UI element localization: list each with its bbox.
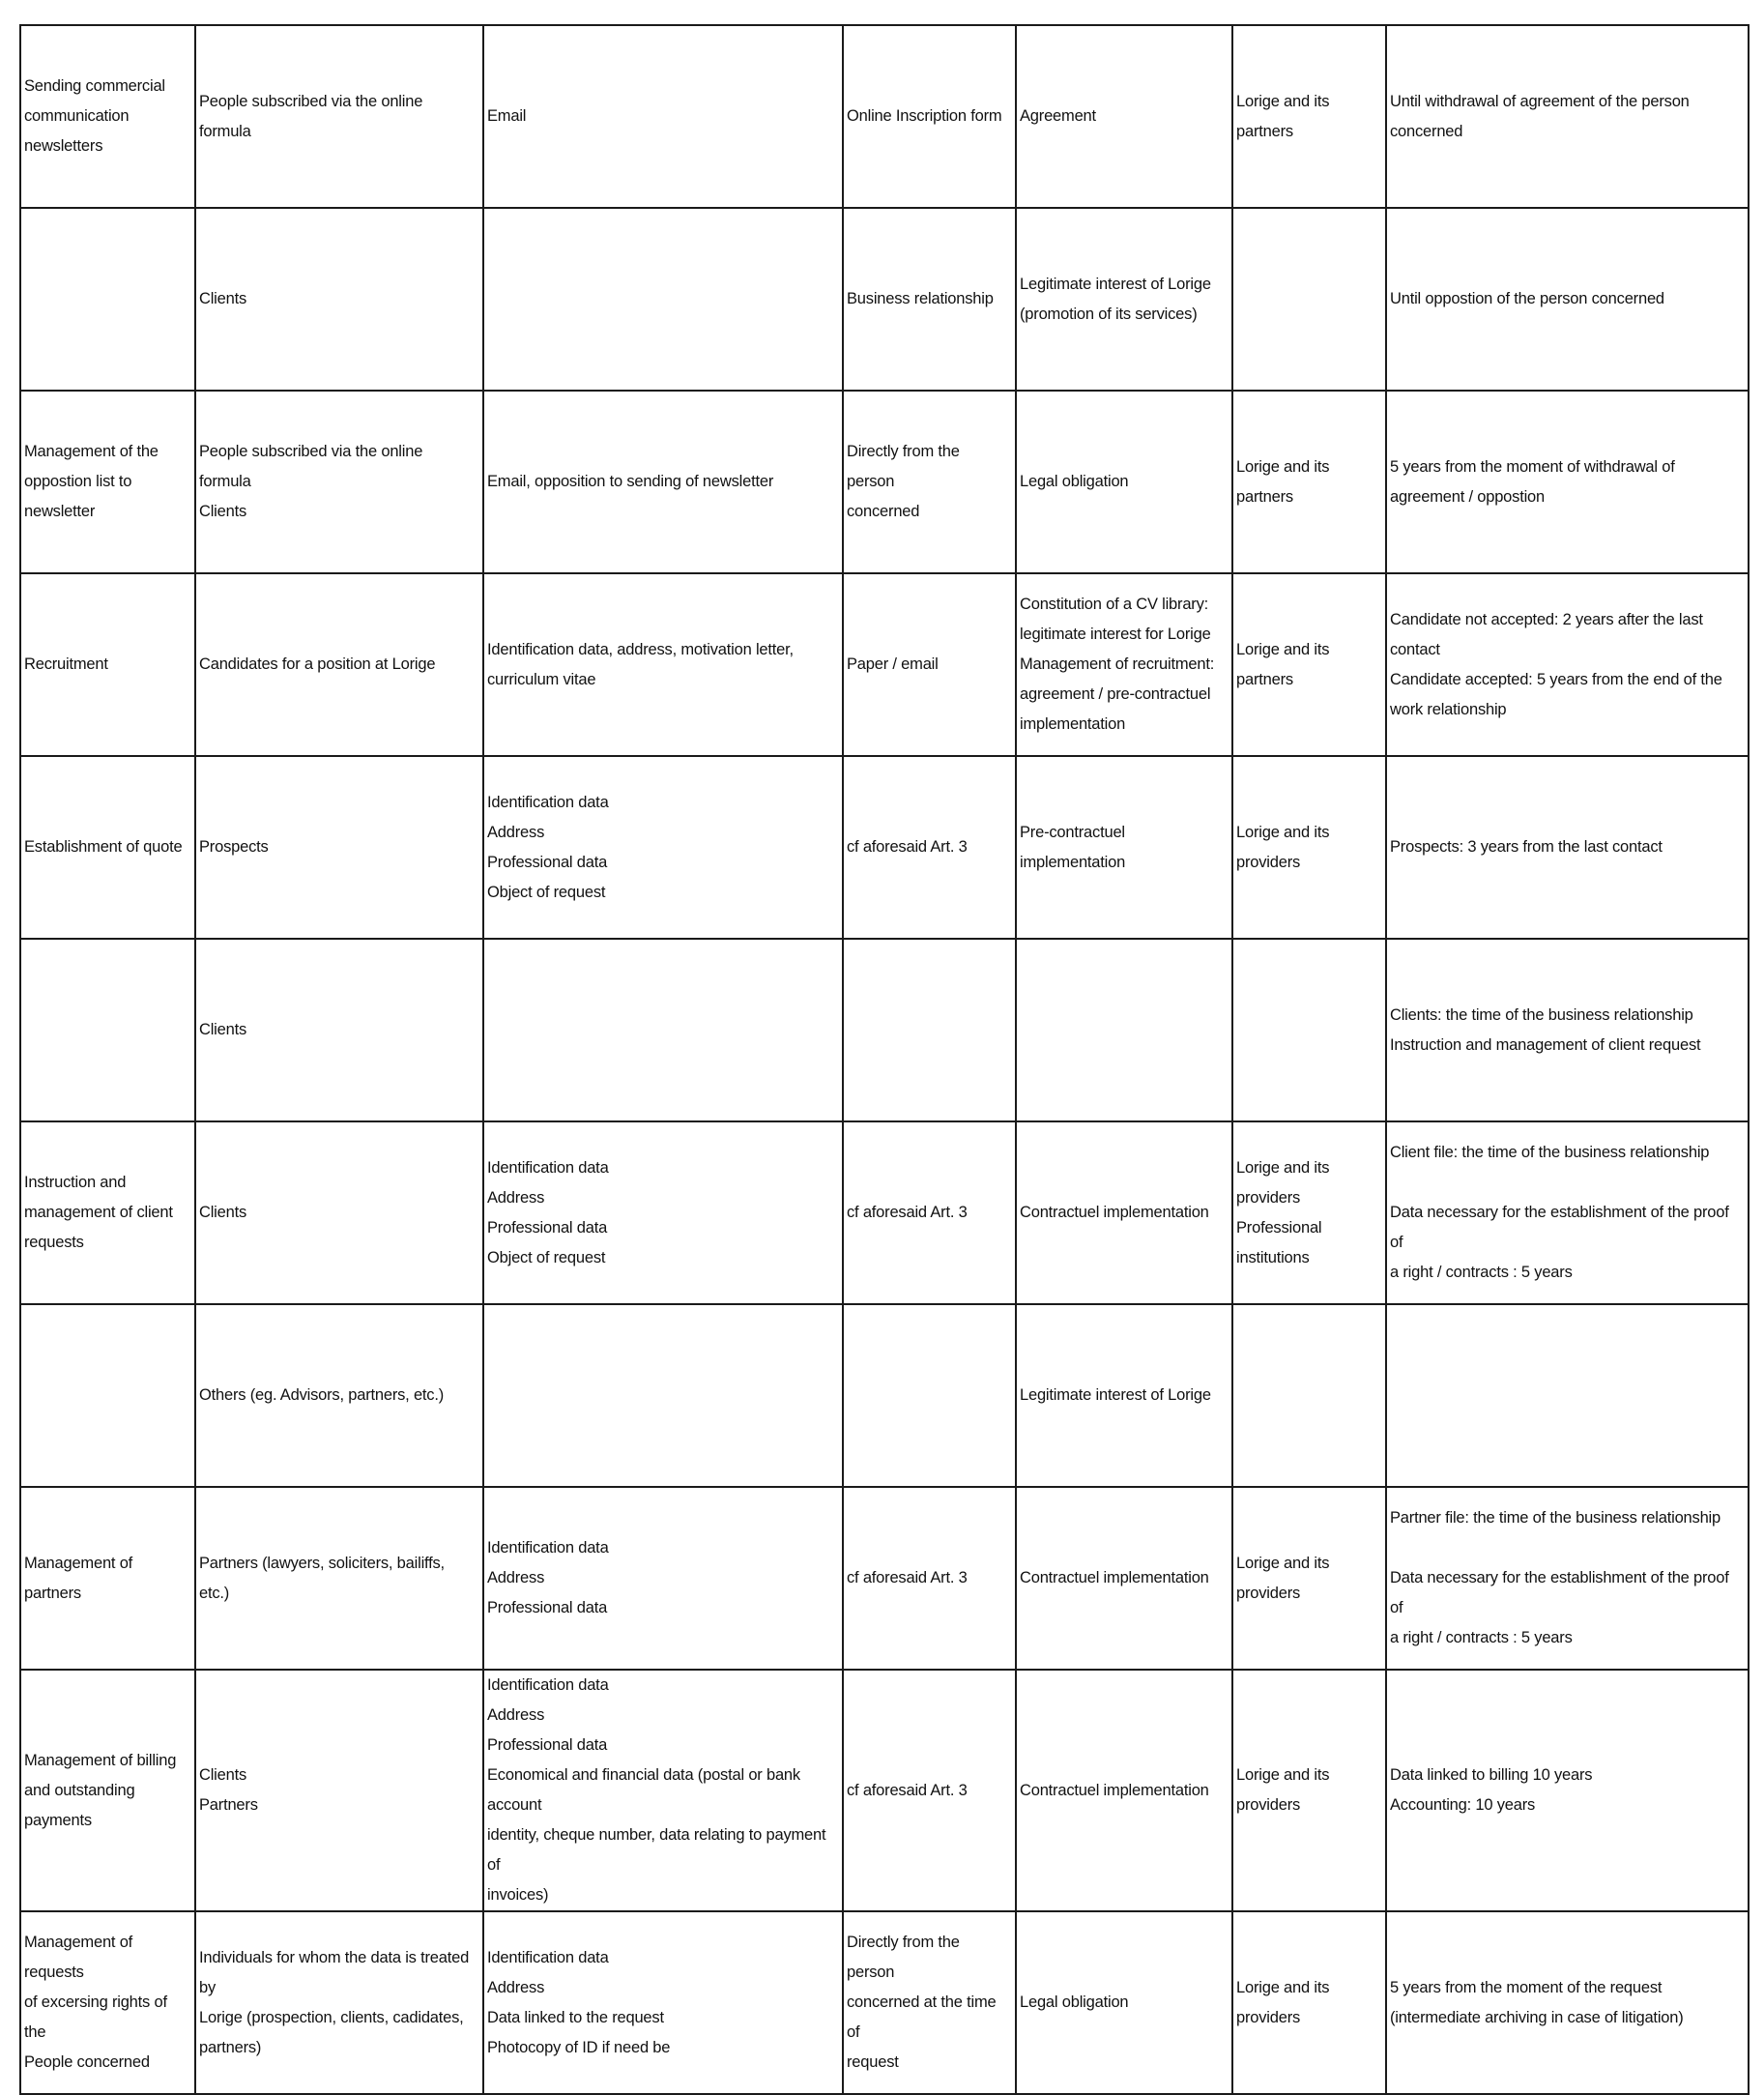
cell-purpose: Instruction and management of client requests	[20, 1121, 195, 1304]
cell-data-source: Paper / email	[843, 573, 1016, 756]
cell-retention-period: 5 years from the moment of withdrawal of agreement / oppostion	[1386, 391, 1749, 573]
cell-legal-basis: Legitimate interest of Lorige (promotion of its services)	[1016, 208, 1232, 391]
cell-people-concerned: Candidates for a position at Lorige	[195, 573, 483, 756]
cell-purpose: Management of requests of excersing rights of the People concerned	[20, 1911, 195, 2094]
cell-recipients: Lorige and its partners	[1232, 391, 1386, 573]
cell-retention-period: Client file: the time of the business relationship Data necessary for the establishment of the proof of a right / contracts : 5 years	[1386, 1121, 1749, 1304]
cell-people-concerned: Clients	[195, 208, 483, 391]
table-body	[20, 25, 1749, 2094]
cell-people-concerned: People subscribed via the online formula Clients	[195, 391, 483, 573]
table-row	[20, 1304, 1749, 1487]
cell-retention-period: Prospects: 3 years from the last contact	[1386, 756, 1749, 939]
table-row	[20, 1121, 1749, 1304]
cell-data-source: cf aforesaid Art. 3	[843, 1121, 1016, 1304]
cell-data-categories: Email, opposition to sending of newsletter	[483, 391, 843, 573]
cell-purpose: Establishment of quote	[20, 756, 195, 939]
cell-data-source	[843, 939, 1016, 1121]
cell-legal-basis: Contractuel implementation	[1016, 1670, 1232, 1911]
cell-legal-basis: Legal obligation	[1016, 1911, 1232, 2094]
cell-data-categories: Identification data Address Professional data Object of request	[483, 756, 843, 939]
data-processing-table	[19, 24, 1750, 2095]
cell-legal-basis: Constitution of a CV library: legitimate interest for Lorige Management of recruitment: agreement / pre-contractuel implementation	[1016, 573, 1232, 756]
cell-retention-period: Clients: the time of the business relationship Instruction and management of client request	[1386, 939, 1749, 1121]
cell-legal-basis: Legal obligation	[1016, 391, 1232, 573]
cell-recipients: Lorige and its providers	[1232, 1670, 1386, 1911]
table-row	[20, 25, 1749, 208]
cell-data-categories	[483, 1304, 843, 1487]
cell-people-concerned: Clients Partners	[195, 1670, 483, 1911]
cell-recipients: Lorige and its partners	[1232, 25, 1386, 208]
cell-retention-period: Data linked to billing 10 years Accounting: 10 years	[1386, 1670, 1749, 1911]
cell-purpose	[20, 208, 195, 391]
cell-retention-period: Until withdrawal of agreement of the person concerned	[1386, 25, 1749, 208]
cell-data-source: cf aforesaid Art. 3	[843, 1487, 1016, 1670]
cell-data-categories: Identification data Address Professional data Economical and financial data (postal or bank account identity, cheque number, data relating to payment of invoices)	[483, 1670, 843, 1911]
cell-retention-period	[1386, 1304, 1749, 1487]
cell-legal-basis: Contractuel implementation	[1016, 1487, 1232, 1670]
cell-data-categories: Identification data, address, motivation letter, curriculum vitae	[483, 573, 843, 756]
cell-recipients: Lorige and its providers	[1232, 1487, 1386, 1670]
cell-retention-period: Until oppostion of the person concerned	[1386, 208, 1749, 391]
cell-recipients	[1232, 208, 1386, 391]
table-row	[20, 208, 1749, 391]
cell-legal-basis: Contractuel implementation	[1016, 1121, 1232, 1304]
cell-legal-basis	[1016, 939, 1232, 1121]
cell-purpose: Recruitment	[20, 573, 195, 756]
cell-legal-basis: Pre-contractuel implementation	[1016, 756, 1232, 939]
cell-data-source: Online Inscription form	[843, 25, 1016, 208]
cell-data-source: cf aforesaid Art. 3	[843, 756, 1016, 939]
cell-recipients	[1232, 1304, 1386, 1487]
cell-people-concerned: Partners (lawyers, soliciters, bailiffs, etc.)	[195, 1487, 483, 1670]
table-row	[20, 1487, 1749, 1670]
table-row	[20, 756, 1749, 939]
cell-recipients	[1232, 939, 1386, 1121]
cell-data-source: Business relationship	[843, 208, 1016, 391]
cell-purpose: Sending commercial communication newsletters	[20, 25, 195, 208]
cell-data-categories: Identification data Address Data linked to the request Photocopy of ID if need be	[483, 1911, 843, 2094]
cell-recipients: Lorige and its partners	[1232, 573, 1386, 756]
cell-data-source	[843, 1304, 1016, 1487]
cell-data-categories: Identification data Address Professional data	[483, 1487, 843, 1670]
table-row	[20, 939, 1749, 1121]
cell-purpose: Management of billing and outstanding payments	[20, 1670, 195, 1911]
cell-legal-basis: Legitimate interest of Lorige	[1016, 1304, 1232, 1487]
table-row	[20, 573, 1749, 756]
cell-legal-basis: Agreement	[1016, 25, 1232, 208]
cell-people-concerned: Clients	[195, 1121, 483, 1304]
table-row	[20, 1911, 1749, 2094]
cell-data-categories: Email	[483, 25, 843, 208]
cell-purpose: Management of the oppostion list to newsletter	[20, 391, 195, 573]
cell-recipients: Lorige and its providers	[1232, 1911, 1386, 2094]
cell-people-concerned: Clients	[195, 939, 483, 1121]
table-row	[20, 391, 1749, 573]
table-row	[20, 1670, 1749, 1911]
cell-purpose	[20, 1304, 195, 1487]
cell-purpose: Management of partners	[20, 1487, 195, 1670]
cell-purpose	[20, 939, 195, 1121]
document-page	[19, 24, 1750, 2095]
cell-retention-period: Candidate not accepted: 2 years after the last contact Candidate accepted: 5 years from the end of the work relationship	[1386, 573, 1749, 756]
cell-people-concerned: Prospects	[195, 756, 483, 939]
cell-people-concerned: Individuals for whom the data is treated by Lorige (prospection, clients, cadidates, partners)	[195, 1911, 483, 2094]
cell-data-categories	[483, 208, 843, 391]
cell-people-concerned: Others (eg. Advisors, partners, etc.)	[195, 1304, 483, 1487]
cell-data-categories	[483, 939, 843, 1121]
cell-retention-period: Partner file: the time of the business relationship Data necessary for the establishment of the proof of a right / contracts : 5 years	[1386, 1487, 1749, 1670]
cell-data-source: Directly from the person concerned at the time of request	[843, 1911, 1016, 2094]
cell-recipients: Lorige and its providers	[1232, 756, 1386, 939]
cell-people-concerned: People subscribed via the online formula	[195, 25, 483, 208]
cell-data-categories: Identification data Address Professional data Object of request	[483, 1121, 843, 1304]
cell-recipients: Lorige and its providers Professional institutions	[1232, 1121, 1386, 1304]
cell-data-source: cf aforesaid Art. 3	[843, 1670, 1016, 1911]
cell-retention-period: 5 years from the moment of the request (intermediate archiving in case of litigation)	[1386, 1911, 1749, 2094]
cell-data-source: Directly from the person concerned	[843, 391, 1016, 573]
